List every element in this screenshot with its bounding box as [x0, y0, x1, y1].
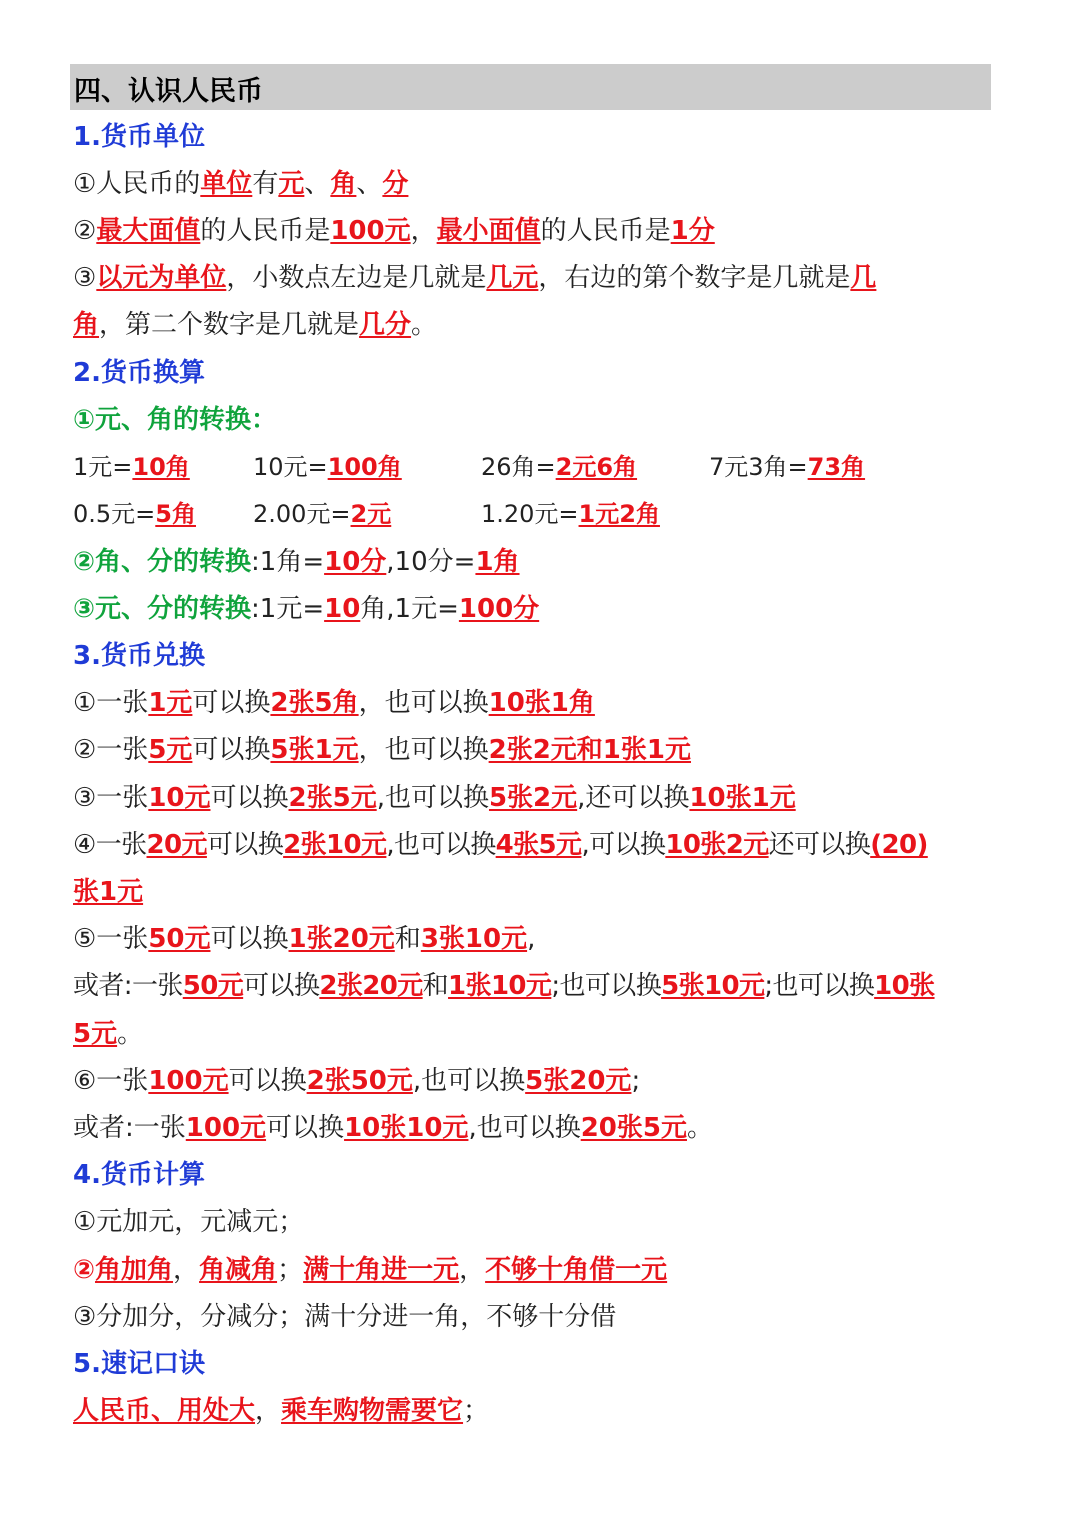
- text-segment: 10元=: [253, 453, 328, 481]
- text-segment: 1元=: [73, 453, 133, 481]
- answer-text: 5张2元: [488, 783, 578, 813]
- section-heading-mnemonic: 5.速记口诀: [73, 1349, 205, 1379]
- text-segment: 。: [686, 1113, 713, 1143]
- text-segment: 可以换: [266, 1113, 345, 1143]
- exchange-line-4-cont: [73, 870, 143, 914]
- conversion-item: [253, 445, 402, 489]
- conversion-item: [481, 445, 637, 489]
- answer-text: 4张5元: [495, 830, 582, 860]
- answer-text: ②: [73, 1255, 96, 1285]
- answer-text: 2元: [350, 500, 392, 528]
- text-segment: 。: [411, 310, 438, 340]
- answer-text: 10张2元: [665, 830, 769, 860]
- jiao-fen-conversion: [73, 540, 520, 584]
- text-segment: ⑥一张: [73, 1066, 149, 1096]
- text-segment: ,可以换: [581, 830, 666, 860]
- answer-text: 1角: [475, 547, 520, 577]
- answer-text: 角减角: [199, 1255, 278, 1285]
- conversion-item: [709, 445, 865, 489]
- text-segment: ；: [463, 1396, 490, 1426]
- text-segment: ，小数点左边是几就是: [226, 263, 487, 293]
- answer-text: 单位: [200, 169, 253, 199]
- text-segment: ，: [459, 1255, 486, 1285]
- answer-text: 10张1角: [488, 688, 595, 718]
- answer-text: 10张: [874, 971, 935, 1001]
- text-segment: 可以换: [210, 924, 289, 954]
- text-segment: ②一张: [73, 735, 149, 765]
- calc-line-1: ①元加元，元减元；: [73, 1207, 305, 1237]
- text-segment: ,: [527, 924, 536, 954]
- text-segment: 、: [356, 169, 383, 199]
- text-segment: 可以换: [206, 830, 284, 860]
- text-segment: 的人民币是: [540, 216, 671, 246]
- text-segment: ，右边的第个数字是几就是: [538, 263, 851, 293]
- answer-text: 角加角: [95, 1255, 174, 1285]
- text-segment: ,也可以换: [412, 1066, 526, 1096]
- yuan-jiao-conversion-heading: ①元、角的转换：: [73, 405, 278, 435]
- text-segment: ②角、分的转换: [73, 547, 252, 577]
- exchange-line-6-alt: [73, 1106, 713, 1150]
- section-heading-exchange: 3.货币兑换: [73, 641, 205, 671]
- text-segment: 可以换: [210, 783, 289, 813]
- text-segment: 7元3角=: [709, 453, 808, 481]
- answer-text: 几分: [359, 310, 412, 340]
- answer-text: 以元为单位: [96, 263, 227, 293]
- text-segment: :1元=: [251, 594, 325, 624]
- exchange-line-5: [73, 917, 535, 961]
- text-segment: :1角=: [251, 547, 325, 577]
- answer-text: 分: [382, 169, 409, 199]
- text-segment: 可以换: [192, 735, 271, 765]
- text-segment: 可以换: [243, 971, 320, 1001]
- text-segment: 和: [394, 924, 421, 954]
- answer-text: 100元: [330, 216, 411, 246]
- text-segment: ,也可以换: [468, 1113, 581, 1143]
- answer-text: 10张10元: [344, 1113, 469, 1143]
- answer-text: 乘车购物需要它: [281, 1396, 464, 1426]
- text-segment: ③元、分的转换: [73, 594, 252, 624]
- calc-line-2: [73, 1248, 667, 1292]
- answer-text: 100分: [458, 594, 540, 624]
- text-segment: 。: [117, 1019, 144, 1049]
- text-segment: ，也可以换: [358, 735, 489, 765]
- answer-text: (20): [870, 830, 928, 860]
- text-segment: ,还可以换: [577, 783, 690, 813]
- text-segment: ,也可以换: [386, 830, 496, 860]
- calc-line-3: ③分加分，分减分；满十分进一角，不够十分借: [73, 1302, 617, 1332]
- text-segment: ，: [255, 1396, 282, 1426]
- answer-text: 2张2元和1张1元: [488, 735, 691, 765]
- exchange-line-6: [73, 1059, 640, 1103]
- answer-text: 2张20元: [319, 971, 423, 1001]
- conversion-item: [73, 445, 190, 489]
- answer-text: 几: [850, 263, 877, 293]
- answer-text: 角: [330, 169, 357, 199]
- text-segment: 有: [252, 169, 279, 199]
- answer-text: 张1元: [73, 877, 144, 907]
- text-segment: ②: [73, 216, 97, 246]
- text-segment: ;也可以换: [764, 971, 875, 1001]
- answer-text: 10角: [132, 453, 190, 481]
- answer-text: 50元: [182, 971, 244, 1001]
- text-segment: 2.00元=: [253, 500, 351, 528]
- text-segment: 1.20元=: [481, 500, 579, 528]
- conversion-item: [253, 492, 391, 536]
- exchange-line-5-alt: [73, 964, 935, 1008]
- answer-text: 角: [73, 310, 100, 340]
- section-heading-units: 1.货币单位: [73, 122, 205, 152]
- answer-text: 5元: [148, 735, 193, 765]
- answer-text: 10分: [324, 547, 387, 577]
- page-title: 四、认识人民币: [74, 76, 263, 107]
- text-segment: 或者:一张: [73, 971, 183, 1001]
- text-segment: ③: [73, 263, 97, 293]
- answer-text: 10张1元: [689, 783, 796, 813]
- answer-text: 最小面值: [436, 216, 541, 246]
- answer-text: 100元: [148, 1066, 229, 1096]
- answer-text: 5张10元: [661, 971, 765, 1001]
- exchange-line-2: [73, 728, 691, 772]
- answer-text: 人民币、用处大: [73, 1396, 256, 1426]
- answer-text: 满十角进一元: [303, 1255, 460, 1285]
- exchange-line-3: [73, 776, 796, 820]
- text-segment: 还可以换: [768, 830, 871, 860]
- mnemonic-line-1: [73, 1389, 489, 1433]
- answer-text: 5元: [73, 1019, 118, 1049]
- text-segment: ①一张: [73, 688, 149, 718]
- answer-text: 20元: [146, 830, 207, 860]
- answer-text: 2张50元: [306, 1066, 413, 1096]
- answer-text: 2张5角: [270, 688, 359, 718]
- answer-text: 5张1元: [270, 735, 359, 765]
- text-segment: 26角=: [481, 453, 556, 481]
- text-segment: 可以换: [192, 688, 271, 718]
- conversion-item: [481, 492, 660, 536]
- exchange-line-5-alt-cont: [73, 1012, 143, 1056]
- text-segment: ④一张: [73, 830, 147, 860]
- answer-text: 5角: [155, 500, 196, 528]
- answer-text: 2张10元: [283, 830, 387, 860]
- answer-text: 2元6角: [555, 453, 638, 481]
- answer-text: 50元: [148, 924, 211, 954]
- units-line-2: [73, 209, 715, 253]
- answer-text: 20张5元: [580, 1113, 687, 1143]
- title-bar: [70, 64, 991, 110]
- answer-text: 10元: [148, 783, 211, 813]
- text-segment: 或者:一张: [73, 1113, 186, 1143]
- text-segment: ①人民币的: [73, 169, 201, 199]
- conversion-item: [73, 492, 196, 536]
- text-segment: 的人民币是: [200, 216, 331, 246]
- text-segment: ，第二个数字是几就是: [99, 310, 360, 340]
- answer-text: 1张10元: [448, 971, 552, 1001]
- text-segment: ，也可以换: [358, 688, 489, 718]
- answer-text: 不够十角借一元: [485, 1255, 668, 1285]
- answer-text: 几元: [486, 263, 539, 293]
- answer-text: 10: [324, 594, 361, 624]
- text-segment: ;也可以换: [551, 971, 662, 1001]
- answer-text: 5张20元: [525, 1066, 632, 1096]
- text-segment: ⑤一张: [73, 924, 149, 954]
- text-segment: ；: [277, 1255, 304, 1285]
- yuan-fen-conversion: [73, 587, 539, 631]
- text-segment: ,也可以换: [376, 783, 489, 813]
- text-segment: ，: [410, 216, 437, 246]
- exchange-line-1: [73, 681, 595, 725]
- units-line-1: [73, 162, 408, 206]
- text-segment: 可以换: [228, 1066, 307, 1096]
- text-segment: ，: [173, 1255, 200, 1285]
- units-line-3: [73, 256, 876, 300]
- text-segment: 、: [304, 169, 331, 199]
- text-segment: ③一张: [73, 783, 149, 813]
- answer-text: 3张10元: [420, 924, 528, 954]
- answer-text: 1分: [670, 216, 715, 246]
- text-segment: 角,1元=: [360, 594, 459, 624]
- units-line-4: [73, 303, 437, 347]
- answer-text: 100角: [327, 453, 402, 481]
- answer-text: 2张5元: [288, 783, 377, 813]
- text-segment: ;: [631, 1066, 641, 1096]
- section-heading-calculation: 4.货币计算: [73, 1160, 205, 1190]
- answer-text: 最大面值: [96, 216, 201, 246]
- exchange-line-4: [73, 823, 928, 867]
- answer-text: 元: [278, 169, 305, 199]
- answer-text: 100元: [185, 1113, 267, 1143]
- answer-text: 73角: [807, 453, 866, 481]
- text-segment: 和: [422, 971, 449, 1001]
- text-segment: ,10分=: [386, 547, 476, 577]
- answer-text: 1元: [148, 688, 193, 718]
- section-heading-conversion: 2.货币换算: [73, 358, 205, 388]
- text-segment: 0.5元=: [73, 500, 156, 528]
- answer-text: 1元2角: [578, 500, 660, 528]
- answer-text: 1张20元: [288, 924, 395, 954]
